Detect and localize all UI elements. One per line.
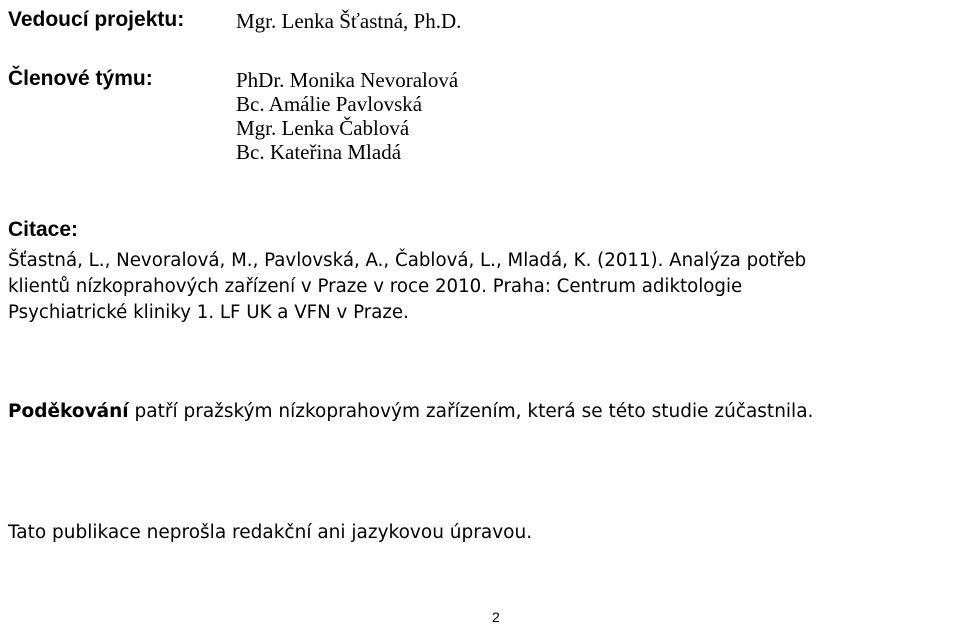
citation-line: klientů nízkoprahových zařízení v Praze v roce 2010. Praha: Centrum adiktologie	[8, 276, 743, 297]
team-member: Mgr. Lenka Čablová	[236, 116, 410, 140]
team-member: Bc. Kateřina Mladá	[236, 140, 402, 164]
page-number: 2	[492, 609, 500, 625]
acknowledgement-text: patří pražským nízkoprahovým zařízením, která se této studie zúčastnila.	[128, 401, 814, 422]
acknowledgement-bold: Poděkování	[8, 401, 129, 422]
team-member-list	[236, 68, 458, 164]
editorial-note: Tato publikace neprošla redakční ani jazykovou úpravou.	[8, 522, 533, 543]
project-lead-name: Mgr. Lenka Šťastná, Ph.D.	[236, 9, 462, 33]
citation-text	[8, 248, 960, 326]
project-lead-label: Vedoucí projektu:	[8, 8, 185, 31]
citation-heading: Citace:	[8, 218, 79, 241]
citation-line: Psychiatrické kliniky 1. LF UK a VFN v Praze.	[8, 302, 409, 323]
team-member: Bc. Amálie Pavlovská	[236, 92, 423, 116]
team-label: Členové týmu:	[8, 67, 153, 90]
citation-line: Šťastná, L., Nevoralová, M., Pavlovská, A., Čablová, L., Mladá, K. (2011). Analýza potřeb	[8, 250, 807, 271]
team-member: PhDr. Monika Nevoralová	[236, 68, 459, 92]
acknowledgement	[8, 400, 813, 424]
